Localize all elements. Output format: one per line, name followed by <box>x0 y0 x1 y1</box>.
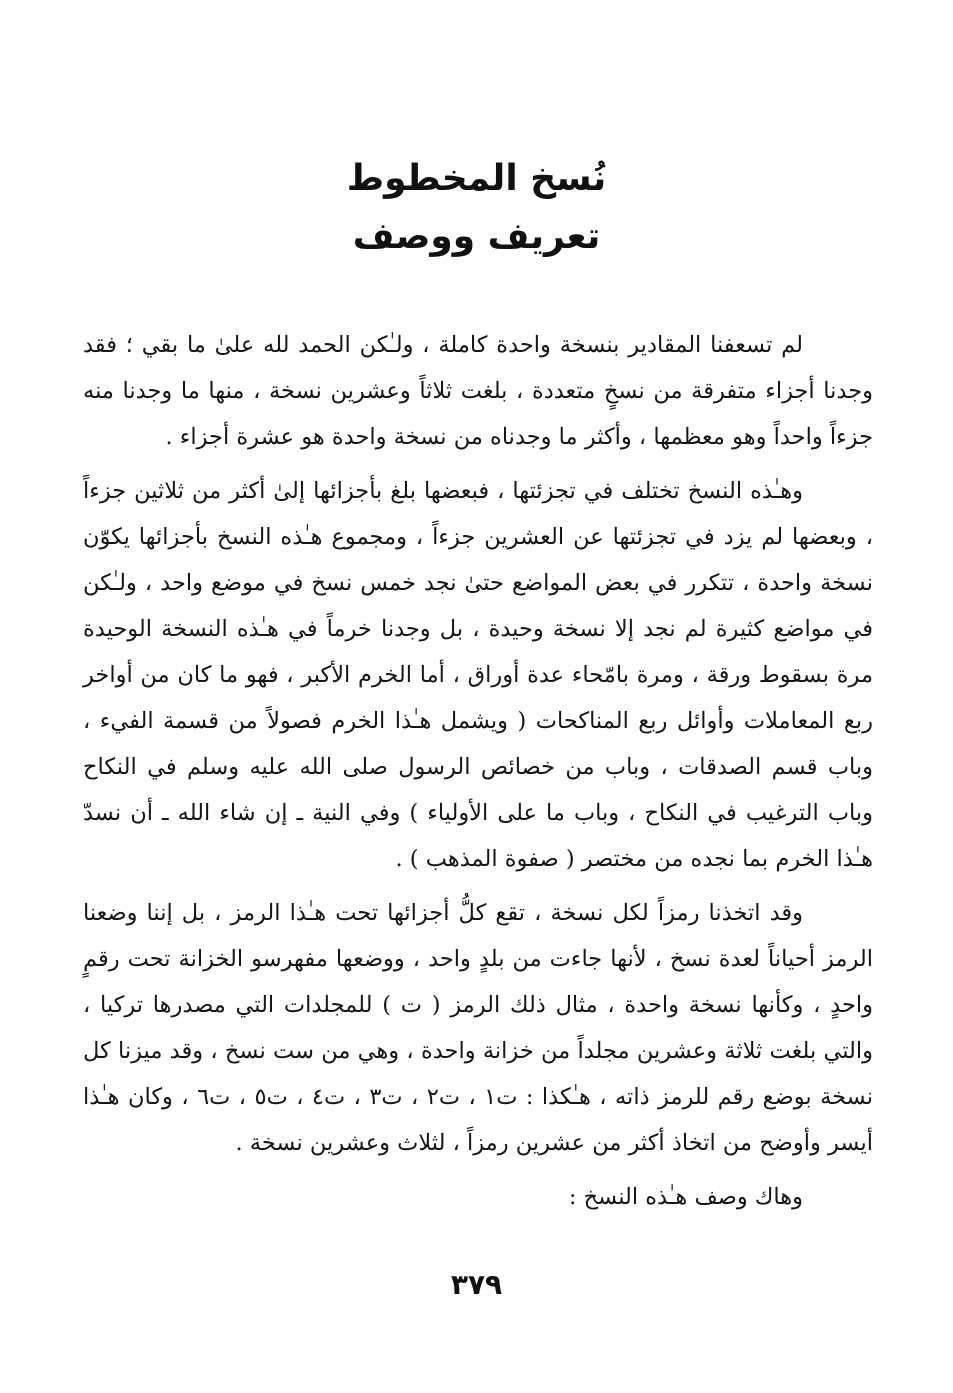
paragraph-symbols: وقد اتخذنا رمزاً لكل نسخة ، تقع كلُّ أجزائها تحت هـٰذا الرمز ، بل إننا وضعنا الرمز أحياناً لعدة نسخ ، لأنها جاءت من بلدٍ واحد ، ووضعها مفهرسو الخزانة تحت رقمٍ واحدٍ ، وكأنها نسخة واحدة ، مثال ذلك الرمز ( ت ) للمجلدات التي مصدرها تركيا ، والتي بلغت ثلاثة وعشرين مجلداً من خزانة واحدة ، وهي من ست نسخ ، وقد ميزنا كل نسخة بوضع رقم للرمز ذاته ، هـٰكذا : ت١ ، ت٢ ، ت٣ ، ت٤ ، ت٥ ، ت٦ ، وكان هـٰذا أيسر وأوضح من اتخاذ أكثر من عشرين رمزاً ، لثلاث وعشرين نسخة . <box>83 900 874 1156</box>
body-text <box>83 322 873 1228</box>
page-number: ٣٧٩ <box>450 1268 503 1301</box>
chapter-heading <box>0 150 953 266</box>
chapter-subtitle: تعريف ووصف <box>352 216 601 257</box>
paragraph-intro: لم تسعفنا المقادير بنسخة واحدة كاملة ، ولـٰكن الحمد لله علىٰ ما بقي ؛ فقد وجدنا أجزاء متفرقة من نسخٍ متعددة ، بلغت ثلاثاً وعشرين نسخة ، منها ما وجدنا منه جزءاً واحداً وهو معظمها ، وأكثر ما وجدناه من نسخة واحدة هو عشرة أجزاء . <box>83 332 873 450</box>
paragraph-divisions: وهـٰذه النسخ تختلف في تجزئتها ، فبعضها بلغ بأجزائها إلىٰ أكثر من ثلاثين جزءاً ، وبعضها لم يزد في تجزئتها عن العشرين جزءاً ، ومجموع هـٰذه النسخ بأجزائها يكوّن نسخة واحدة ، تتكرر في بعض المواضع حتىٰ نجد خمس نسخ في موضع واحد ، ولـٰكن في مواضع كثيرة لم نجد إلا نسخة وحيدة ، بل وجدنا خرماً في هـٰذه النسخة الوحيدة مرة بسقوط ورقة ، ومرة بامّحاء عدة أوراق ، أما الخرم الأكبر ، فهو ما كان من أواخر ربع المعاملات وأوائل ربع المناكحات ( ويشمل هـٰذا الخرم فصولاً من قسمة الفيء ، وباب قسم الصدقات ، وباب من خصائص الرسول صلى الله عليه وسلم في النكاح وباب الترغيب في النكاح ، وباب ما على الأولياء ) وفي النية ـ إن شاء الله ـ أن نسدّ هـٰذا الخرم بما نجده من مختصر ( صفوة المذهب ) . <box>83 478 873 872</box>
chapter-title: نُسخ المخطوط <box>346 158 607 199</box>
paragraph-description-lead: وهاك وصف هـٰذه النسخ : <box>568 1184 803 1210</box>
